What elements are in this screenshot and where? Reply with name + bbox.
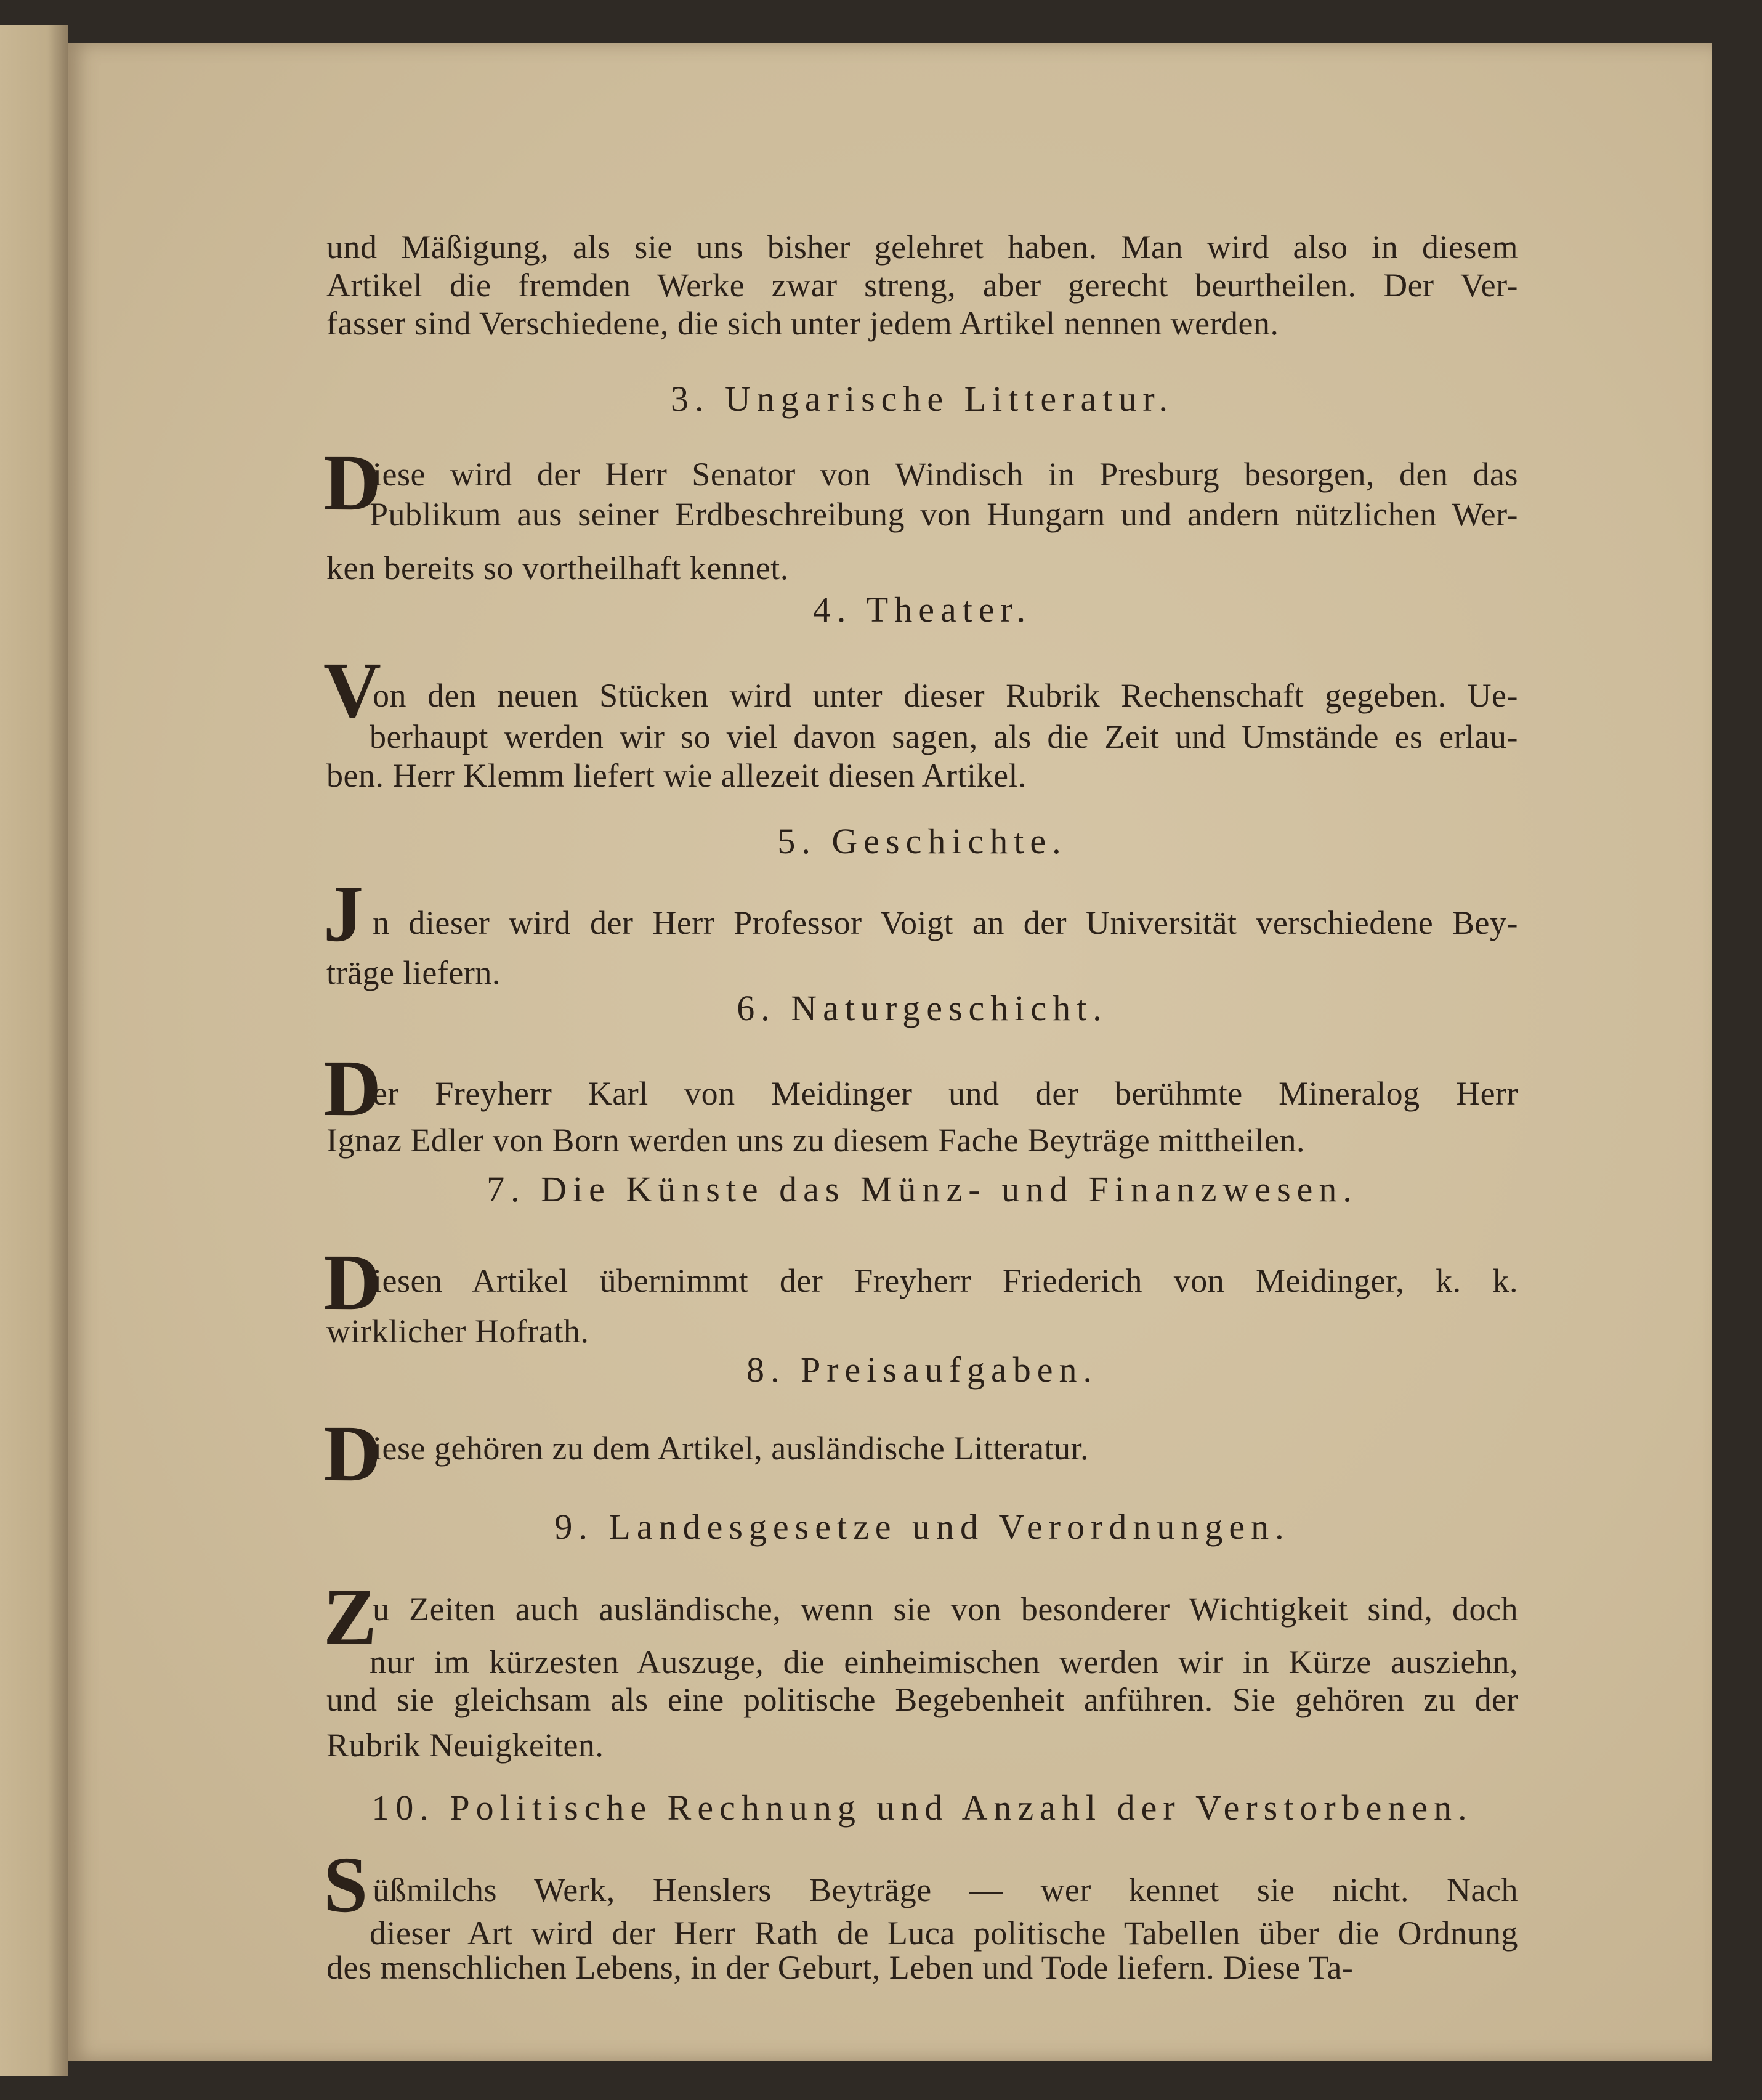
- drop-cap-initial: Z: [323, 1573, 377, 1661]
- drop-cap-initial: V: [323, 646, 381, 735]
- drop-cap-initial: D: [323, 1238, 381, 1327]
- text-line: träge liefern.: [326, 954, 501, 991]
- text-line: und sie gleichsam als eine politische Begebenheit anführen. Sie gehören zu der: [326, 1681, 1518, 1718]
- text-line: Ignaz Edler von Born werden uns zu diesem Fache Beyträge mittheilen.: [326, 1122, 1306, 1159]
- section-heading: 9. Landesgesetze und Verordnungen.: [554, 1507, 1290, 1547]
- text-line: üßmilchs Werk, Henslers Beyträge — wer kennet sie nicht. Nach: [373, 1871, 1518, 1908]
- text-line: fasser sind Verschiedene, die sich unter jedem Artikel nennen werden.: [326, 305, 1279, 342]
- text-line: ben. Herr Klemm liefert wie allezeit diesen Artikel.: [326, 757, 1027, 794]
- text-line: iese gehören zu dem Artikel, ausländische Litteratur.: [373, 1430, 1089, 1467]
- section-heading: 4. Theater.: [812, 590, 1032, 630]
- text-line: n dieser wird der Herr Professor Voigt an der Universität verschiedene Bey-: [373, 904, 1518, 941]
- drop-cap-initial: D: [323, 1409, 381, 1498]
- section-heading: 3. Ungarische Litteratur.: [671, 379, 1174, 419]
- section-heading: 10. Politische Rechnung und Anzahl der Verstorbenen.: [371, 1788, 1473, 1828]
- text-line: dieser Art wird der Herr Rath de Luca politische Tabellen über die Ordnung: [370, 1915, 1518, 1952]
- text-line: berhaupt werden wir so viel davon sagen, als die Zeit und Umstände es erlau-: [370, 718, 1518, 755]
- text-line: des menschlichen Lebens, in der Geburt, Leben und Tode liefern. Diese Ta-: [326, 1949, 1354, 1986]
- text-line: u Zeiten auch ausländische, wenn sie von besonderer Wichtigkeit sind, doch: [373, 1591, 1518, 1628]
- text-line: wirklicher Hofrath.: [326, 1313, 589, 1350]
- text-line: Rubrik Neuigkeiten.: [326, 1727, 604, 1764]
- section-heading: 6. Naturgeschicht.: [737, 988, 1108, 1028]
- text-line: ken bereits so vortheilhaft kennet.: [326, 549, 789, 586]
- text-line: iese wird der Herr Senator von Windisch in Presburg besorgen, den das: [373, 456, 1518, 493]
- drop-cap-initial: S: [323, 1841, 368, 1929]
- text-line: iesen Artikel übernimmt der Freyherr Friederich von Meidinger, k. k.: [373, 1262, 1518, 1299]
- text-line: Artikel die fremden Werke zwar streng, aber gerecht beurtheilen. Der Ver-: [326, 267, 1518, 304]
- text-line: er Freyherr Karl von Meidinger und der berühmte Mineralog Herr: [373, 1075, 1518, 1112]
- text-line: on den neuen Stücken wird unter dieser Rubrik Rechenschaft gegeben. Ue-: [373, 677, 1518, 714]
- facing-page-edge: [0, 25, 68, 2076]
- drop-cap-initial: D: [323, 1044, 381, 1133]
- section-heading: 8. Preisaufgaben.: [746, 1350, 1099, 1390]
- text-line: und Mäßigung, als sie uns bisher gelehret haben. Man wird also in diesem: [326, 229, 1518, 266]
- section-heading: 5. Geschichte.: [777, 821, 1067, 861]
- drop-cap-initial: D: [323, 439, 381, 527]
- section-heading: 7. Die Künste das Münz- und Finanzwesen.: [487, 1169, 1358, 1209]
- text-line: nur im kürzesten Auszuge, die einheimischen werden wir in Kürze ausziehn,: [370, 1644, 1518, 1680]
- drop-cap-initial: J: [323, 870, 363, 959]
- text-line: Publikum aus seiner Erdbeschreibung von Hungarn und andern nützlichen Wer-: [370, 496, 1518, 533]
